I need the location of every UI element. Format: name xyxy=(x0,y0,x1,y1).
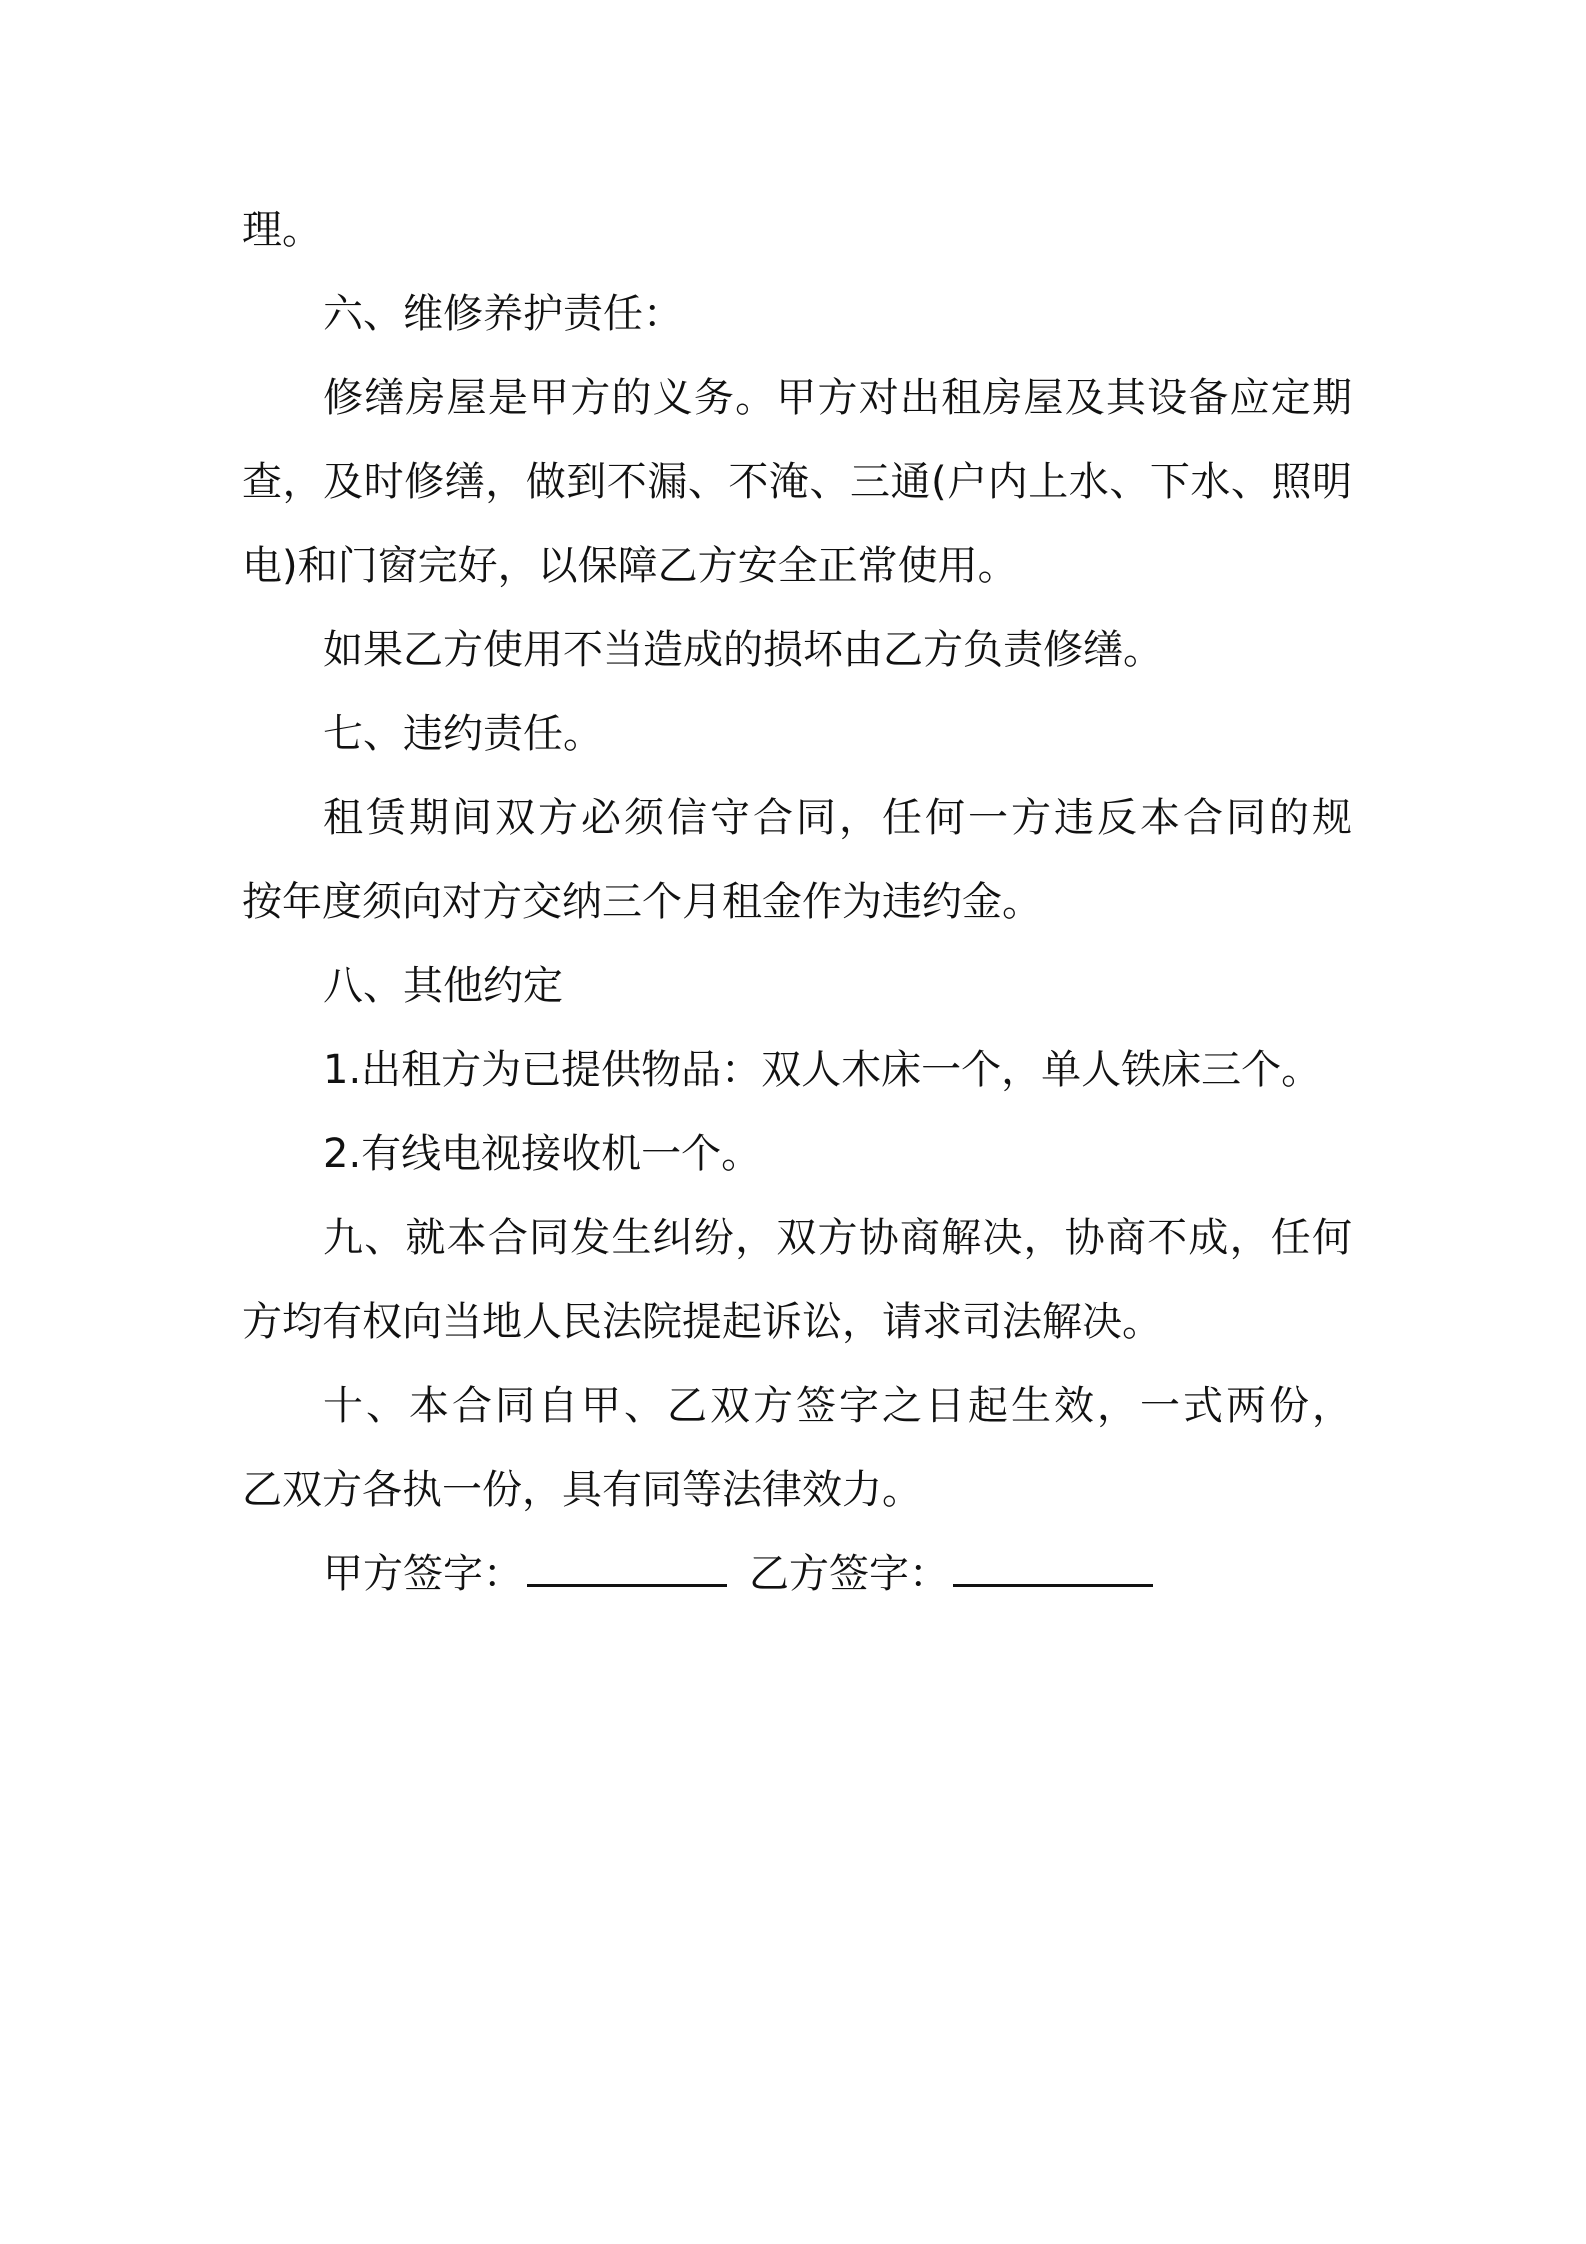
text-line: 修缮房屋是甲方的义务。甲方对出租房屋及其设备应定期 xyxy=(323,375,1352,421)
text-line: 乙双方各执一份，具有同等法律效力。 xyxy=(242,1467,922,1513)
text-line: 查，及时修缮，做到不漏、不淹、三通(户内上水、下水、照明 xyxy=(242,459,1352,505)
document-body xyxy=(242,188,1352,1616)
text-line: 租赁期间双方必须信守合同，任何一方违反本合同的规 xyxy=(323,795,1352,841)
text-line: 理。 xyxy=(242,207,322,253)
list-item: 2.有线电视接收机一个。 xyxy=(323,1131,762,1177)
party-a-signature-field[interactable] xyxy=(527,1550,727,1587)
section-heading-breach: 七、违约责任。 xyxy=(323,711,603,757)
party-b-signature-field[interactable] xyxy=(953,1550,1153,1587)
text-line: 按年度须向对方交纳三个月租金作为违约金。 xyxy=(242,879,1042,925)
text-line: 如果乙方使用不当造成的损坏由乙方负责修缮。 xyxy=(323,627,1163,673)
text-line: 方均有权向当地人民法院提起诉讼，请求司法解决。 xyxy=(242,1299,1162,1345)
section-heading-other: 八、其他约定 xyxy=(323,963,563,1009)
text-line: 九、就本合同发生纠纷，双方协商解决，协商不成，任何 xyxy=(323,1215,1352,1261)
list-item: 1.出租方为已提供物品：双人木床一个，单人铁床三个。 xyxy=(323,1047,1322,1093)
signature-row xyxy=(242,1532,1352,1616)
party-a-signature-label: 甲方签字： xyxy=(323,1551,523,1597)
party-b-signature-label: 乙方签字： xyxy=(749,1551,949,1597)
text-line: 电)和门窗完好，以保障乙方安全正常使用。 xyxy=(242,543,1018,589)
section-heading-maintenance: 六、维修养护责任： xyxy=(323,291,683,337)
text-line: 十、本合同自甲、乙双方签字之日起生效，一式两份， xyxy=(323,1383,1352,1429)
